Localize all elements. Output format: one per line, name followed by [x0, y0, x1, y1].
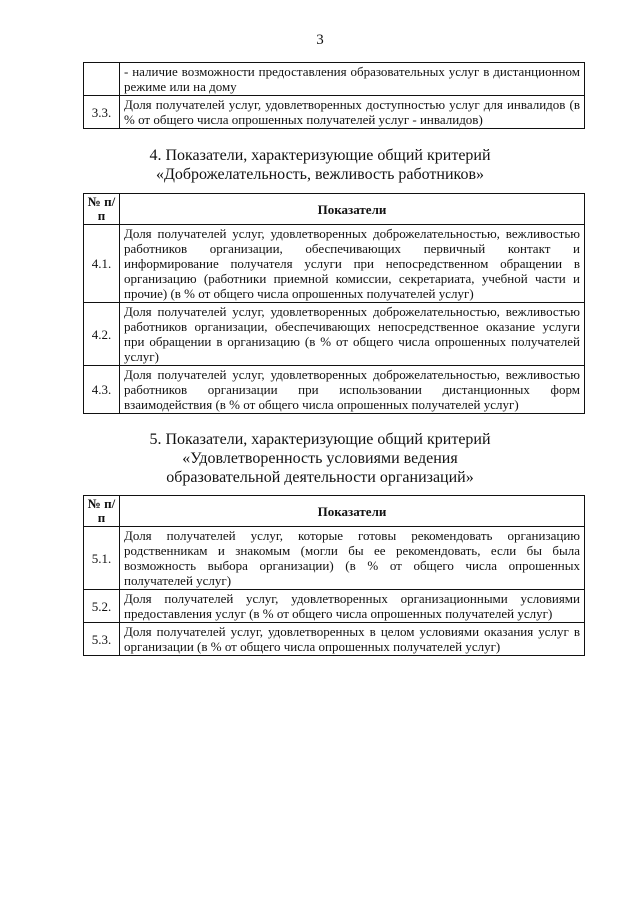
table-row — [84, 303, 585, 366]
table-row — [84, 366, 585, 414]
indicator-text: Доля получателей услуг, удовлетворенных доброжелательностью, вежливостью работников организации, обеспечивающих непосредственное оказание услуги при обращении в организацию (в % от общего числа опрошенных получателей услуг) — [120, 303, 585, 366]
section5-table — [83, 495, 585, 656]
page-number: 3 — [316, 32, 324, 48]
table-row — [84, 527, 585, 590]
section5-heading — [0, 430, 640, 487]
section5-title-line: образовательной деятельности организаций» — [166, 469, 474, 486]
section4-title-line: «Доброжелательность, вежливость работников» — [155, 166, 485, 183]
indicator-text: - наличие возможности предоставления образовательных услуг в дистанционном режиме или на дому — [120, 63, 585, 96]
row-number: 4.1. — [84, 225, 120, 303]
row-number: 5.2. — [84, 590, 120, 623]
table-header-row — [84, 496, 585, 527]
section5-title-line: «Удовлетворенность условиями ведения — [182, 450, 458, 467]
row-number: 5.1. — [84, 527, 120, 590]
section4-table — [83, 193, 585, 414]
header-indicators: Показатели — [120, 194, 585, 225]
row-number: 4.3. — [84, 366, 120, 414]
indicator-text: Доля получателей услуг, удовлетворенных доброжелательностью, вежливостью работников организации при использовании дистанционных форм взаимодействия (в % от общего числа опрошенных получателей услуг) — [120, 366, 585, 414]
table-row — [84, 225, 585, 303]
header-number: № п/п — [84, 496, 120, 527]
indicator-text: Доля получателей услуг, удовлетворенных организационными условиями предоставления услуг (в % от общего числа опрошенных получателей услуг) — [120, 590, 585, 623]
row-number: 4.2. — [84, 303, 120, 366]
indicator-text: Доля получателей услуг, удовлетворенных доброжелательностью, вежливостью работников организации, обеспечивающих первичный контакт и информирование получателя услуги при непосредственном обращении в организацию (работники приемной комиссии, секретариата, учебной части и прочие) (в % от общего числа опрошенных получателей услуг) — [120, 225, 585, 303]
header-indicators: Показатели — [120, 496, 585, 527]
table-row — [84, 623, 585, 656]
indicator-text: Доля получателей услуг, удовлетворенных доступностью услуг для инвалидов (в % от общего числа опрошенных получателей услуг - инвалидов) — [120, 96, 585, 129]
section3-table — [83, 62, 585, 129]
table-row — [84, 96, 585, 129]
table-header-row — [84, 194, 585, 225]
row-number: 5.3. — [84, 623, 120, 656]
section4-title-line: 4. Показатели, характеризующие общий критерий — [149, 147, 491, 164]
row-number: 3.3. — [84, 96, 120, 129]
indicator-text: Доля получателей услуг, удовлетворенных в целом условиями оказания услуг в организации (в % от общего числа опрошенных получателей услуг) — [120, 623, 585, 656]
table-row — [84, 590, 585, 623]
section5-title-line: 5. Показатели, характеризующие общий критерий — [149, 431, 491, 448]
header-number: № п/п — [84, 194, 120, 225]
table-row — [84, 63, 585, 96]
section4-heading — [0, 146, 640, 184]
row-number — [84, 63, 120, 96]
indicator-text: Доля получателей услуг, которые готовы рекомендовать организацию родственникам и знакомым (могли бы ее рекомендовать, если бы была возможность выбора организации) (в % от общего числа опрошенных получателей услуг) — [120, 527, 585, 590]
